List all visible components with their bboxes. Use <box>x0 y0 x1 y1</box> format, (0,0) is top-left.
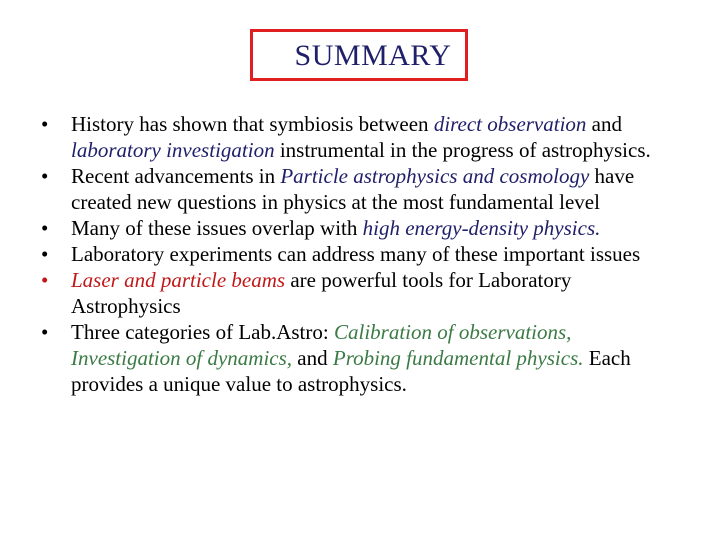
bullet-dot-icon: • <box>41 320 49 344</box>
bullet-3-highlight-hed-physics: high energy-density physics. <box>362 216 601 240</box>
bullet-6-highlight-calibration: Calibration of observations, Investigation of dynamics, <box>71 320 572 370</box>
bullet-item-3 <box>0 215 671 241</box>
summary-title: SUMMARY <box>294 39 452 72</box>
bullet-dot-icon: • <box>41 242 49 266</box>
summary-title-box <box>250 29 468 81</box>
bullet-item-2 <box>0 163 671 215</box>
bullet-1-text-a: History has shown that symbiosis between <box>71 112 434 136</box>
bullet-3-text-a: Many of these issues overlap with <box>71 216 363 240</box>
bullet-6-highlight-probing: Probing fundamental physics. <box>332 346 584 370</box>
bullet-5-text-a: are powerful tools for Laboratory Astrophysics <box>71 268 572 318</box>
bullet-item-6 <box>0 319 671 397</box>
summary-bullet-list <box>0 111 700 397</box>
bullet-1-text-c: instrumental in the progress of astrophysics. <box>274 138 651 162</box>
bullet-dot-icon: • <box>41 164 49 188</box>
bullet-item-5 <box>0 267 671 319</box>
bullet-item-1 <box>0 111 671 163</box>
bullet-dot-icon: • <box>41 112 49 136</box>
bullet-2-text-a: Recent advancements in <box>71 164 281 188</box>
bullet-item-4 <box>0 241 671 267</box>
bullet-1-highlight-lab-investigation: laboratory investigation <box>71 138 275 162</box>
bullet-dot-icon: • <box>41 216 49 240</box>
bullet-2-text-b: have created new questions in physics at the most fundamental level <box>71 164 635 214</box>
bullet-2-highlight-particle-astrophysics: Particle astrophysics and cosmology <box>280 164 590 188</box>
bullet-6-text-a: Three categories of Lab.Astro: <box>71 320 334 344</box>
bullet-dot-icon: • <box>41 268 49 292</box>
bullet-6-text-b: and <box>292 346 333 370</box>
bullet-5-highlight-laser-beams: Laser and particle beams <box>71 268 286 292</box>
bullet-6-text-c: Each provides a unique value to astrophysics. <box>71 346 631 396</box>
bullet-1-text-b: and <box>586 112 622 136</box>
bullet-4-text-a: Laboratory experiments can address many of these important issues <box>71 242 641 266</box>
bullet-1-highlight-direct-observation: direct observation <box>433 112 587 136</box>
